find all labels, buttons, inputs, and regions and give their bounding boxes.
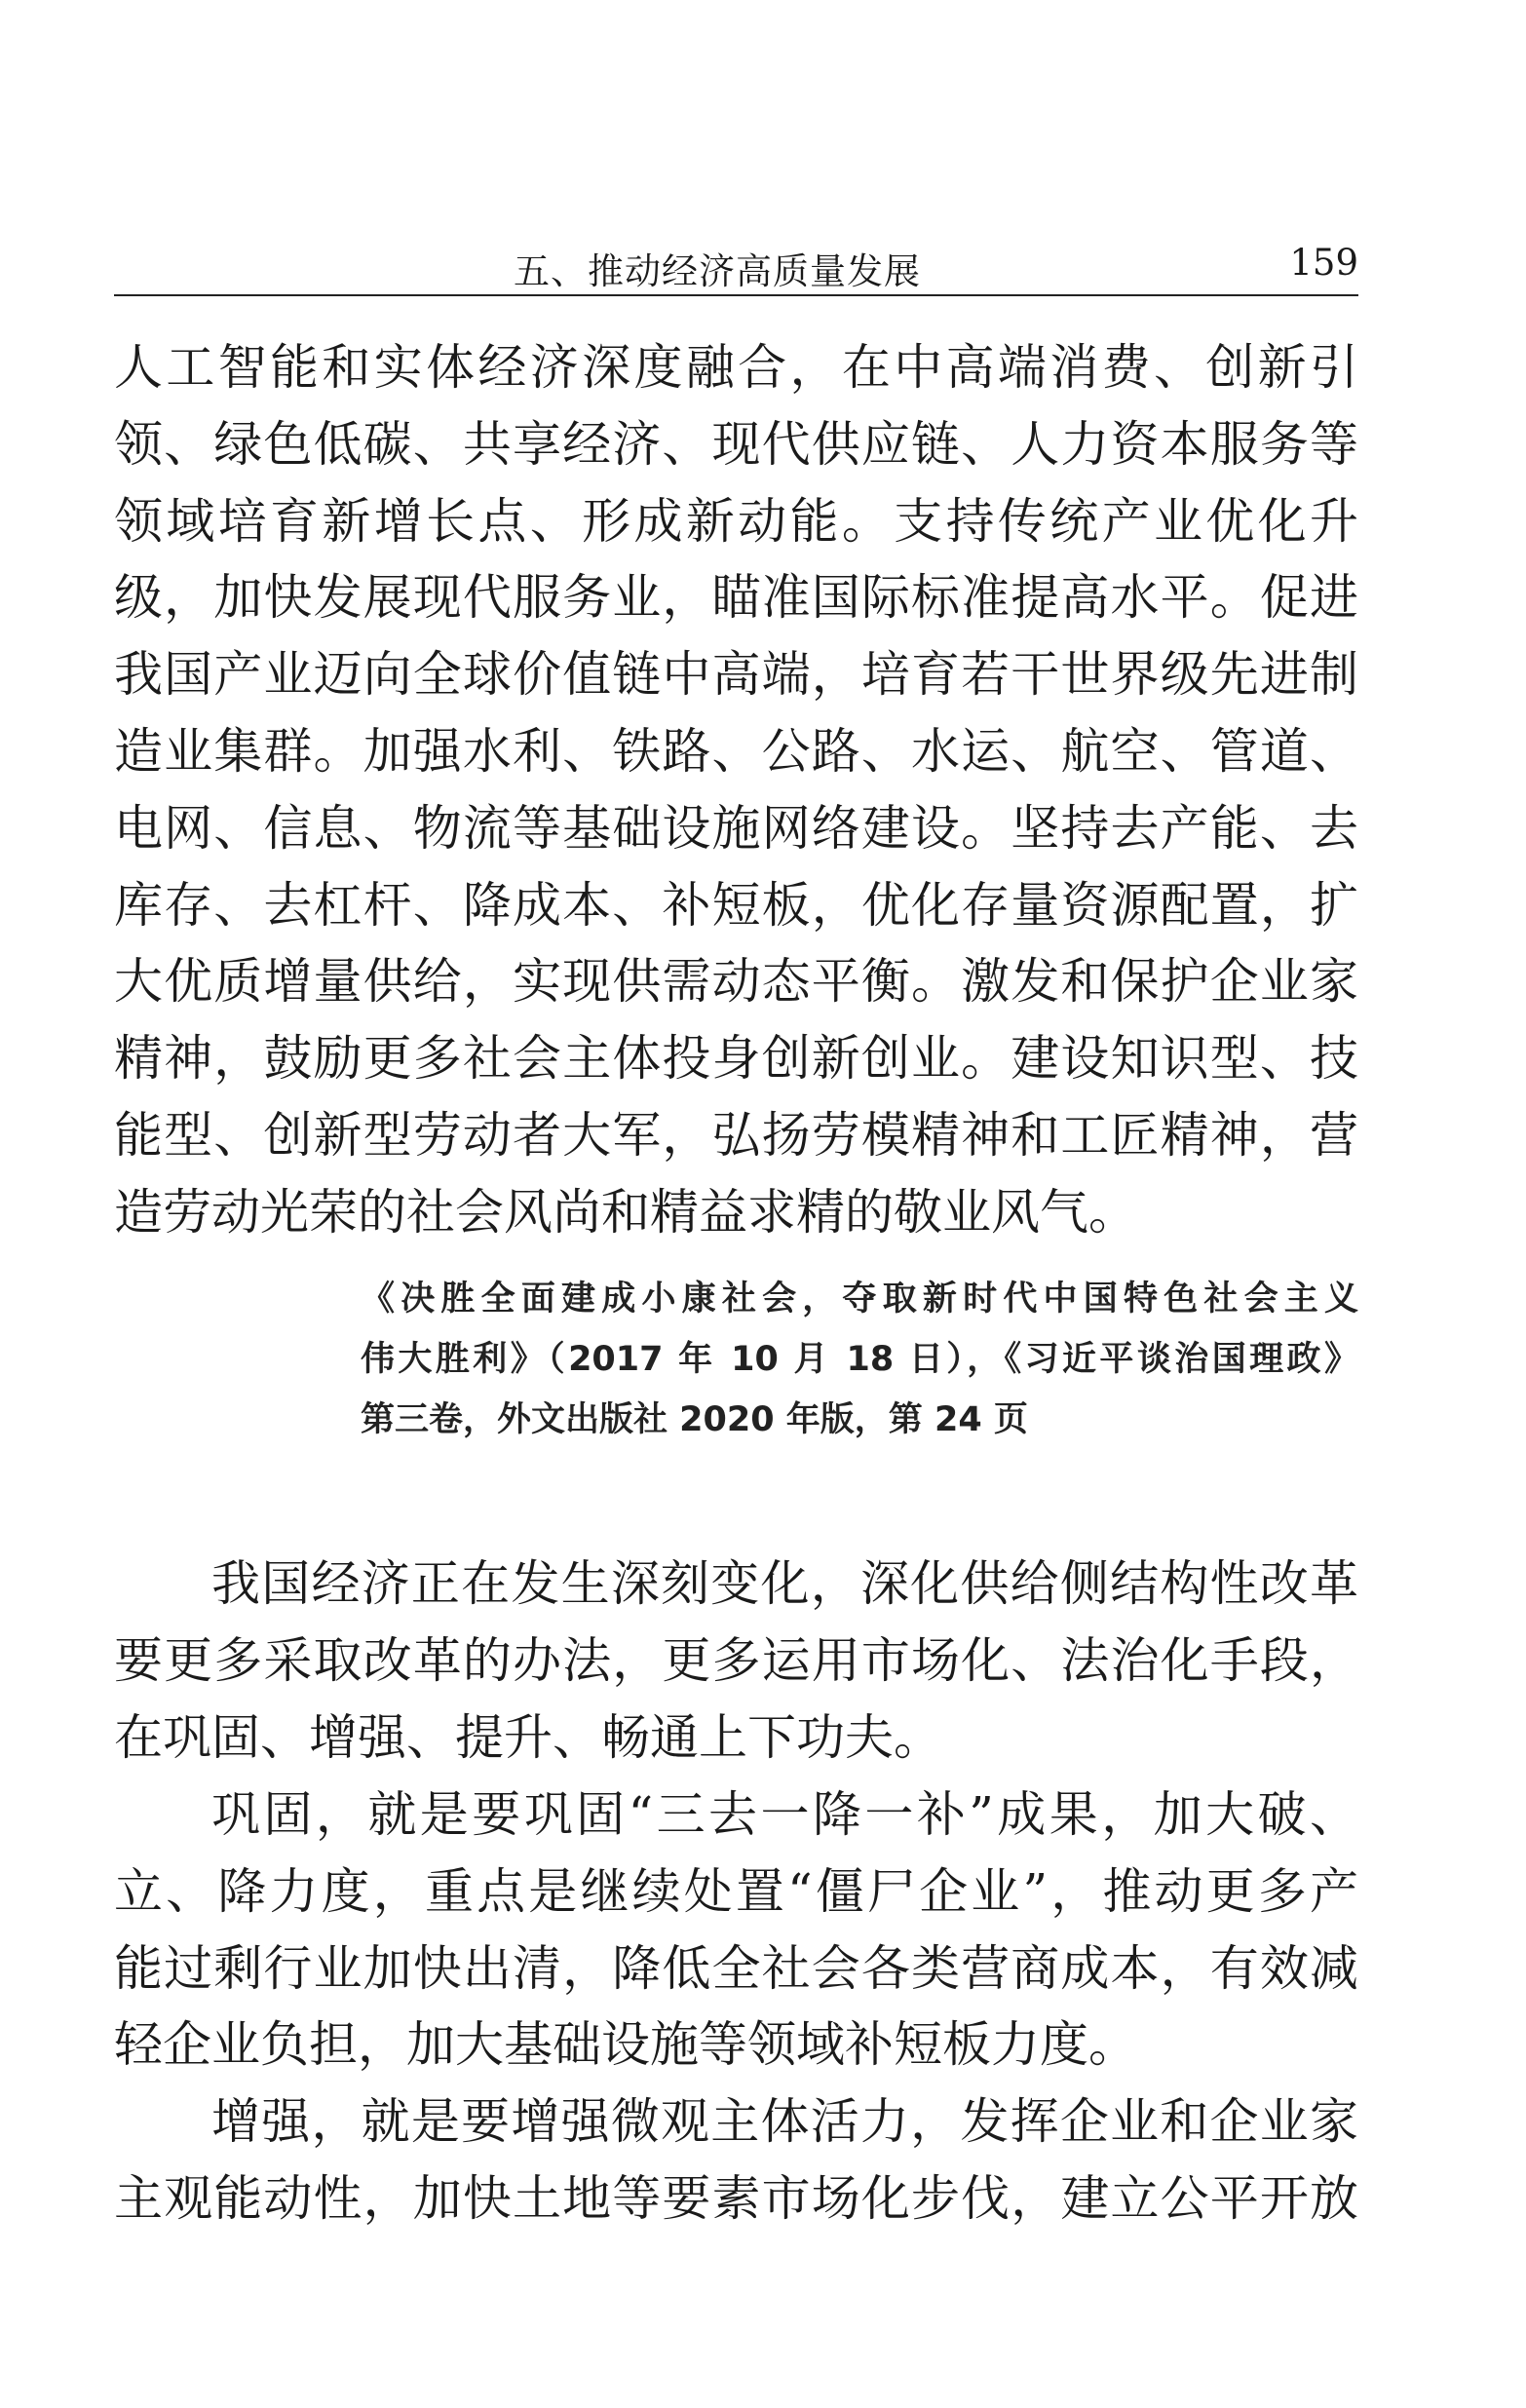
running-title: 五、推动经济高质量发展 (514, 250, 921, 292)
citation-line: 第三卷，外文出版社 2020 年版，第 24 页 (361, 1400, 1028, 1439)
text-line: 造劳动光荣的社会风尚和精益求精的敬业风气。 (114, 1183, 1137, 1241)
text-line: 我国产业迈向全球价值链中高端，培育若干世界级先进制 (114, 646, 1358, 704)
text-line: 库存、去杠杆、降成本、补短板，优化存量资源配置，扩 (114, 876, 1358, 934)
text-line: 立、降力度，重点是继续处置“僵尸企业”，推动更多产 (114, 1862, 1358, 1920)
citation-line: 伟大胜利》（2017 年 10 月 18 日），《习近平谈治国理政》 (361, 1340, 1358, 1379)
continued-paragraph (114, 329, 1358, 1251)
text-line: 大优质增量供给，实现供需动态平衡。激发和保护企业家 (114, 953, 1358, 1011)
text-line: 能型、创新型劳动者大军，弘扬劳模精神和工匠精神，营 (114, 1106, 1358, 1164)
text-line: 增强，就是要增强微观主体活力，发挥企业和企业家 (211, 2093, 1358, 2150)
paragraph-3 (114, 2083, 1358, 2237)
text-line: 在巩固、增强、提升、畅通上下功夫。 (114, 1708, 942, 1766)
text-line: 人工智能和实体经济深度融合，在中高端消费、创新引 (114, 339, 1358, 396)
text-line: 我国经济正在发生深刻变化，深化供给侧结构性改革 (211, 1555, 1358, 1612)
paragraph-2 (114, 1777, 1358, 2083)
text-line: 轻企业负担，加大基础设施等领域补短板力度。 (114, 2016, 1137, 2074)
text-line: 电网、信息、物流等基础设施网络建设。坚持去产能、去 (114, 799, 1358, 857)
text-line: 领域培育新增长点、形成新动能。支持传统产业优化升 (114, 492, 1358, 550)
citation-line: 《决胜全面建成小康社会，夺取新时代中国特色社会主义 (361, 1280, 1358, 1319)
text-line: 主观能动性，加快土地等要素市场化步伐，建立公平开放 (114, 2169, 1358, 2227)
source-citation (361, 1269, 1358, 1450)
header-rule (114, 294, 1358, 296)
text-line: 巩固，就是要巩固“三去一降一补”成果，加大破、 (211, 1786, 1358, 1843)
paragraph-1 (114, 1546, 1358, 1776)
text-line: 造业集群。加强水利、铁路、公路、水运、航空、管道、 (114, 722, 1358, 780)
page-number: 159 (1289, 242, 1358, 284)
text-line: 级，加快发展现代服务业，瞄准国际标准提高水平。促进 (114, 569, 1358, 627)
running-head (114, 232, 1358, 292)
text-line: 领、绿色低碳、共享经济、现代供应链、人力资本服务等 (114, 415, 1358, 473)
text-line: 要更多采取改革的办法，更多运用市场化、法治化手段， (114, 1631, 1358, 1689)
text-line: 能过剩行业加快出清，降低全社会各类营商成本，有效减 (114, 1939, 1358, 1997)
text-line: 精神，鼓励更多社会主体投身创新创业。建设知识型、技 (114, 1030, 1358, 1088)
